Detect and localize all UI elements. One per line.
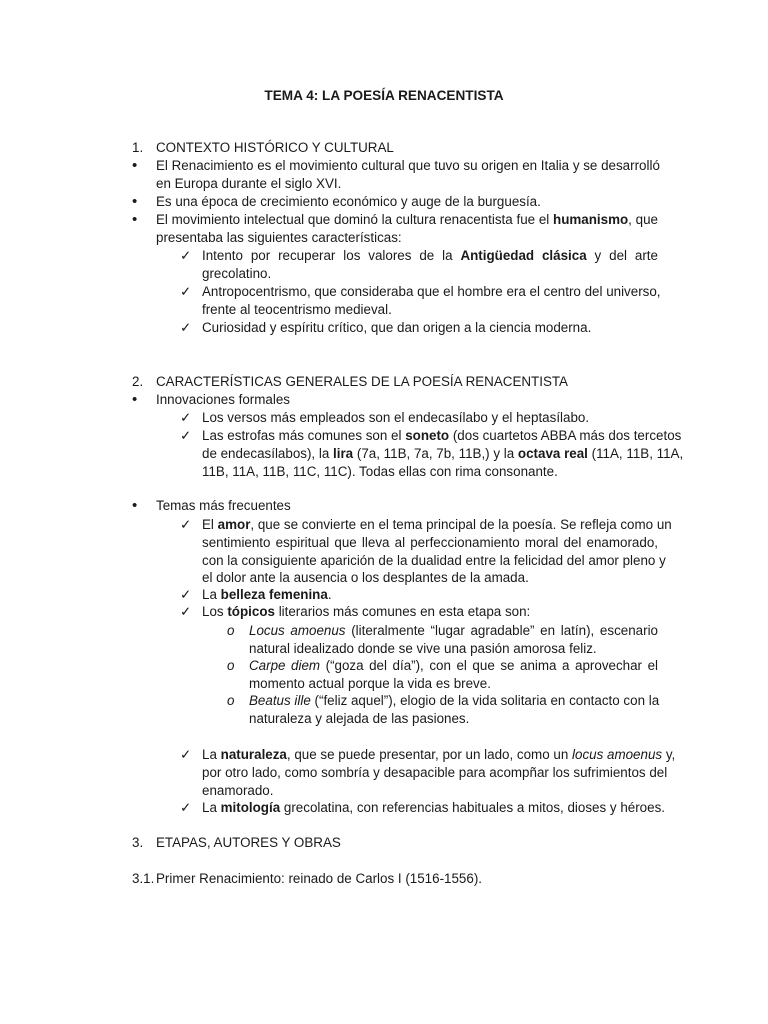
checkmark-icon: ✓ bbox=[180, 517, 192, 532]
checkmark-icon: ✓ bbox=[180, 747, 192, 762]
paragraph-line: La belleza femenina. bbox=[202, 587, 332, 602]
sub-item-continuation bbox=[0, 710, 768, 728]
paragraph-line: Temas más frecuentes bbox=[156, 498, 291, 513]
bold-term: octava real bbox=[517, 446, 588, 461]
section-title: ETAPAS, AUTORES Y OBRAS bbox=[156, 835, 341, 850]
bullet-icon: • bbox=[132, 497, 138, 514]
list-item bbox=[0, 157, 768, 175]
list-item bbox=[0, 193, 768, 211]
check-item bbox=[0, 319, 768, 337]
check-item-continuation bbox=[0, 463, 768, 481]
section-title: CONTEXTO HISTÓRICO Y CULTURAL bbox=[156, 140, 394, 155]
page-title: TEMA 4: LA POESÍA RENACENTISTA bbox=[264, 88, 504, 103]
subsection-title: Primer Renacimiento: reinado de Carlos I (1516-1556). bbox=[156, 871, 482, 886]
italic-term: Carpe diem bbox=[249, 658, 321, 673]
check-item bbox=[0, 516, 768, 534]
circle-bullet-icon: o bbox=[227, 623, 235, 638]
paragraph-line: de endecasílabos), la lira (7a, 11B, 7a, 7b, 11B,) y la octava real (11A, 11B, 11A, bbox=[202, 446, 684, 461]
checkmark-icon: ✓ bbox=[180, 320, 192, 335]
bullet-icon: • bbox=[132, 391, 138, 408]
section-number: 1. bbox=[132, 140, 144, 155]
checkmark-icon: ✓ bbox=[180, 410, 192, 425]
check-item-continuation bbox=[0, 301, 768, 319]
bold-term: naturaleza bbox=[220, 747, 287, 762]
check-item-continuation bbox=[0, 782, 768, 800]
paragraph-line: El movimiento intelectual que dominó la cultura renacentista fue el humanismo, que bbox=[156, 212, 658, 227]
list-item-continuation bbox=[0, 229, 768, 247]
paragraph-line: Locus amoenus (literalmente “lugar agradable” en latín), escenario bbox=[249, 623, 658, 638]
check-item bbox=[0, 603, 768, 621]
sub-item-continuation bbox=[0, 675, 768, 693]
check-item bbox=[0, 746, 768, 764]
paragraph-line: El amor, que se convierte en el tema principal de la poesía. Se refleja como un bbox=[202, 517, 672, 532]
paragraph-line: Los tópicos literarios más comunes en esta etapa son: bbox=[202, 604, 531, 619]
paragraph-line: 11B, 11A, 11B, 11C, 11C). Todas ellas con rima consonante. bbox=[202, 464, 558, 479]
circle-bullet-icon: o bbox=[227, 658, 235, 673]
list-item bbox=[0, 497, 768, 515]
italic-term: Beatus ille bbox=[249, 693, 311, 708]
paragraph-line: naturaleza y alejada de las pasiones. bbox=[249, 711, 470, 726]
bold-term: belleza femenina bbox=[220, 587, 328, 602]
section-number: 2. bbox=[132, 374, 144, 389]
sub-item bbox=[0, 622, 768, 640]
paragraph-line: Los versos más empleados son el endecasílabo y el heptasílabo. bbox=[202, 410, 590, 425]
sub-item bbox=[0, 692, 768, 710]
check-item-continuation bbox=[0, 552, 768, 570]
paragraph-line: Beatus ille (“feliz aquel”), elogio de la vida solitaria en contacto con la bbox=[249, 693, 660, 708]
paragraph-line: frente al teocentrismo medieval. bbox=[202, 302, 392, 317]
paragraph-line: Intento por recuperar los valores de la Antigüedad clásica y del arte bbox=[202, 248, 658, 263]
paragraph-line: con la consiguiente aparición de la dualidad entre la felicidad del amor pleno y bbox=[202, 553, 666, 568]
list-item-continuation bbox=[0, 175, 768, 193]
paragraph-line: Innovaciones formales bbox=[156, 392, 290, 407]
paragraph-line: La naturaleza, que se puede presentar, por un lado, como un locus amoenus y, bbox=[202, 747, 676, 762]
bold-term: soneto bbox=[405, 428, 450, 443]
check-item bbox=[0, 799, 768, 817]
bullet-icon: • bbox=[132, 193, 138, 210]
sub-item-continuation bbox=[0, 640, 768, 658]
paragraph-line: Carpe diem (“goza del día”), con el que se anima a aprovechar el bbox=[249, 658, 658, 673]
paragraph-line: El Renacimiento es el movimiento cultural que tuvo su origen en Italia y se desarrolló bbox=[156, 158, 660, 173]
check-item-continuation bbox=[0, 569, 768, 587]
paragraph-line: natural idealizado donde se vive una pasión amorosa feliz. bbox=[249, 641, 597, 656]
bold-term: mitología bbox=[220, 800, 281, 815]
check-item bbox=[0, 247, 768, 265]
checkmark-icon: ✓ bbox=[180, 587, 192, 602]
checkmark-icon: ✓ bbox=[180, 284, 192, 299]
bold-term: lira bbox=[333, 446, 354, 461]
italic-term: locus amoenus bbox=[572, 747, 663, 762]
check-item bbox=[0, 427, 768, 445]
check-item-continuation bbox=[0, 764, 768, 782]
paragraph-line: Es una época de crecimiento económico y auge de la burguesía. bbox=[156, 194, 541, 209]
italic-term: Locus amoenus bbox=[249, 623, 346, 638]
sub-item bbox=[0, 657, 768, 675]
checkmark-icon: ✓ bbox=[180, 428, 192, 443]
bold-term: amor bbox=[217, 517, 251, 532]
section-2-heading bbox=[0, 373, 768, 391]
checkmark-icon: ✓ bbox=[180, 604, 192, 619]
paragraph-line: presentaba las siguientes características: bbox=[156, 230, 402, 245]
paragraph-line: Antropocentrismo, que consideraba que el hombre era el centro del universo, bbox=[202, 284, 661, 299]
section-3-heading bbox=[0, 834, 768, 852]
section-title: CARACTERÍSTICAS GENERALES DE LA POESÍA RENACENTISTA bbox=[156, 374, 568, 389]
section-number: 3. bbox=[132, 835, 144, 850]
bullet-icon: • bbox=[132, 211, 138, 228]
paragraph-line: por otro lado, como sombría y desapacible para acompñar los sufrimientos del bbox=[202, 765, 668, 780]
paragraph-line: en Europa durante el siglo XVI. bbox=[156, 176, 342, 191]
check-item bbox=[0, 586, 768, 604]
paragraph-line: La mitología grecolatina, con referencias habituales a mitos, dioses y héroes. bbox=[202, 800, 665, 815]
bullet-icon: • bbox=[132, 157, 138, 174]
list-item bbox=[0, 391, 768, 409]
paragraph-line: Las estrofas más comunes son el soneto (dos cuartetos ABBA más dos tercetos bbox=[202, 428, 682, 443]
check-item-continuation bbox=[0, 265, 768, 283]
subsection-number: 3.1. bbox=[132, 871, 155, 886]
paragraph-line: el dolor ante la ausencia o los desplantes de la amada. bbox=[202, 570, 529, 585]
paragraph-line: enamorado. bbox=[202, 783, 274, 798]
circle-bullet-icon: o bbox=[227, 693, 235, 708]
paragraph-line: Curiosidad y espíritu crítico, que dan origen a la ciencia moderna. bbox=[202, 320, 592, 335]
section-1-heading bbox=[0, 139, 768, 157]
list-item bbox=[0, 211, 768, 229]
paragraph-line: grecolatino. bbox=[202, 266, 272, 281]
checkmark-icon: ✓ bbox=[180, 248, 192, 263]
checkmark-icon: ✓ bbox=[180, 800, 192, 815]
paragraph-line: sentimiento espiritual que lleva al perfeccionamiento moral del enamorado, bbox=[202, 535, 658, 550]
paragraph-line: momento actual porque la vida es breve. bbox=[249, 676, 491, 691]
bold-term: humanismo bbox=[553, 212, 629, 227]
check-item bbox=[0, 283, 768, 301]
subsection-heading bbox=[0, 870, 768, 888]
bold-term: Antigüedad clásica bbox=[460, 248, 587, 263]
check-item-continuation bbox=[0, 445, 768, 463]
bold-term: tópicos bbox=[227, 604, 275, 619]
check-item bbox=[0, 409, 768, 427]
check-item-continuation bbox=[0, 534, 768, 552]
